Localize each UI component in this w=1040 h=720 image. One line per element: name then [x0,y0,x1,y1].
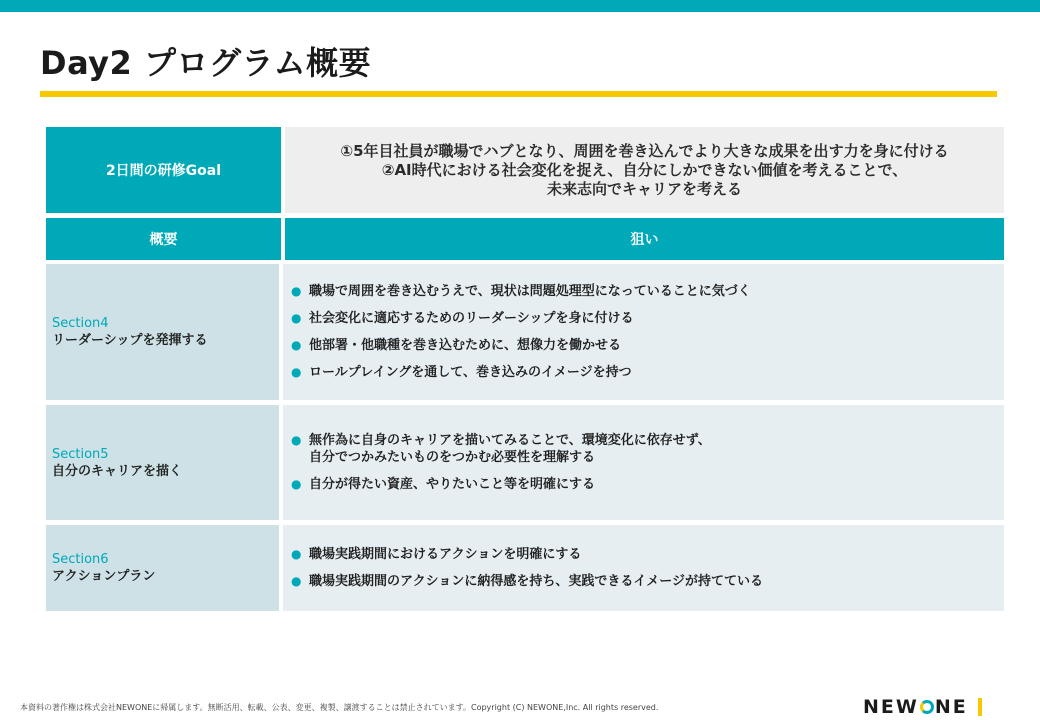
goal-line-2: ②AI時代における社会変化を捉え、自分にしかできない価値を考えることで、 [381,160,908,179]
aim-item: ● ロールプレイングを通して、巻き込みのイメージを持つ [291,365,632,380]
section-number: Section5 [52,446,109,462]
top-accent-bar [0,0,1040,12]
title-underline [40,91,997,97]
section-number: Section4 [52,316,109,331]
bullet-icon: ● [291,547,302,561]
goal-line-3: 未来志向でキャリアを考える [546,179,742,198]
goal-text [285,127,1004,213]
aim-item: ● 職場で周囲を巻き込むうえで、現状は問題処理型になっていることに気づく [291,284,751,299]
section-6-cell [46,525,279,611]
bullet-icon: ● [291,284,302,298]
section-5-cell [46,405,279,520]
aim-header: 狙い [285,218,1004,260]
logo-o-icon [920,700,934,714]
aim-item: ● 職場実践期間におけるアクションを明確にする [291,547,582,562]
section-number: Section6 [52,552,109,567]
section-5-aims [283,405,1004,520]
aim-item: ● 自分が得たい資産、やりたいこと等を明確にする [291,477,596,492]
section-name: アクションプラン [52,569,156,584]
aim-item: ● 他部署・他職種を巻き込むために、想像力を働かせる [291,338,622,353]
bullet-icon: ● [291,365,302,379]
copyright-text: 本資料の著作権は株式会社NEWONEに帰属します。無断活用、転載、公表、変更、複製、譲渡することは禁止されています。Copyright (C) NEWONE,Inc. All rights reserved. [20,703,659,712]
section-4-aims [283,264,1004,400]
aim-item: ● 職場実践期間のアクションに納得感を持ち、実践できるイメージが持てている [291,574,763,589]
goal-label: 2日間の研修Goal [46,127,281,213]
section-6-aims [283,525,1004,611]
logo-bar [978,698,982,716]
section-name: 自分のキャリアを描く [52,463,183,479]
bullet-icon: ● [291,477,302,491]
overview-header: 概要 [46,218,281,260]
page-title: Day2 プログラム概要 [40,44,372,82]
section-name: リーダーシップを発揮する [52,333,208,348]
goal-line-1: ①5年目社員が職場でハブとなり、周囲を巻き込んでより大きな成果を出す力を身に付ける [340,141,949,160]
bullet-icon: ● [291,338,302,352]
section-4-cell [46,264,279,400]
aim-item: ● 社会変化に適応するためのリーダーシップを身に付ける [291,311,634,326]
bullet-icon: ● [291,433,302,447]
newone-logo: NEW NE [863,696,982,718]
aim-item: ● 無作為に自身のキャリアを描いてみることで、環境変化に依存せず、 自分でつかみたいものをつかむ必要性を理解する [291,433,711,465]
bullet-icon: ● [291,311,302,325]
bullet-icon: ● [291,574,302,588]
